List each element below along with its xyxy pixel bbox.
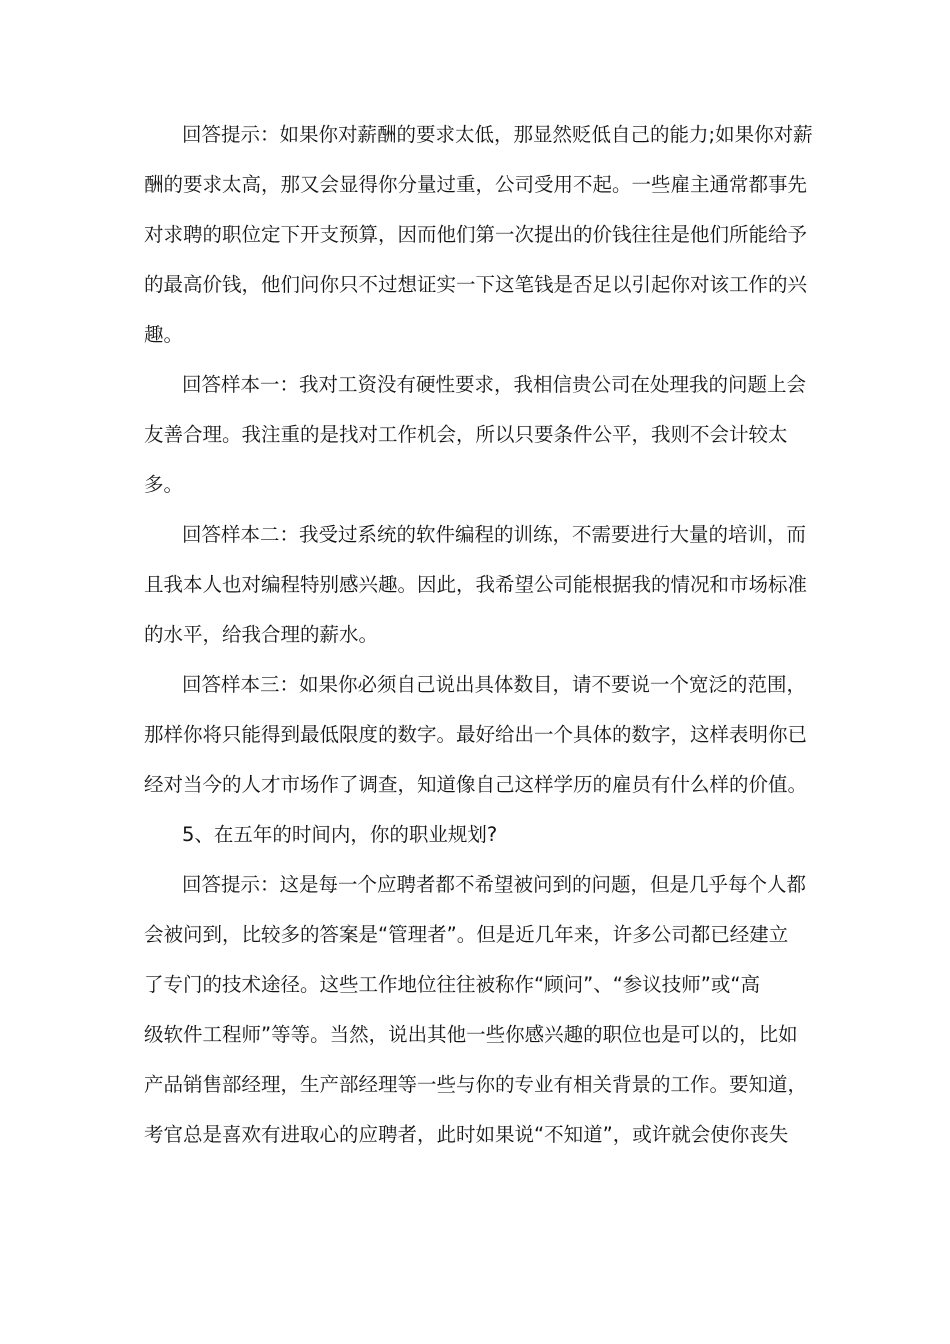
paragraph-line: 回答样本二：我受过系统的软件编程的训练，不需要进行大量的培训，而: [182, 523, 807, 546]
paragraph-line: 对求聘的职位定下开支预算，因而他们第一次提出的价钱往往是他们所能给予: [144, 223, 808, 246]
paragraph-line: 的最高价钱，他们问你只不过想证实一下这笔钱是否足以引起你对该工作的兴: [144, 273, 808, 296]
paragraph-line: 多。: [144, 473, 184, 496]
paragraph-line: 酬的要求太高，那又会显得你分量过重，公司受用不起。一些雇主通常都事先: [144, 173, 808, 196]
paragraph-line: 的水平，给我合理的薪水。: [144, 623, 379, 646]
paragraph-line: 回答提示：如果你对薪酬的要求太低，那显然贬低自己的能力;如果你对薪: [182, 123, 813, 146]
paragraph-line: 产品销售部经理，生产部经理等一些与你的专业有相关背景的工作。要知道，: [144, 1073, 808, 1096]
section-heading: 5、在五年的时间内，你的职业规划?: [182, 823, 498, 846]
paragraph-line: 经对当今的人才市场作了调查，知道像自己这样学历的雇员有什么样的价值。: [144, 773, 808, 796]
paragraph-line: 回答样本一：我对工资没有硬性要求，我相信贵公司在处理我的问题上会: [182, 373, 807, 396]
paragraph-line: 了专门的技术途径。这些工作地位往往被称作“顾问”、“参议技师”或“高: [144, 973, 761, 996]
paragraph-line: 考官总是喜欢有进取心的应聘者，此时如果说“不知道”，或许就会使你丧失: [144, 1123, 789, 1146]
paragraph-line: 且我本人也对编程特别感兴趣。因此，我希望公司能根据我的情况和市场标准: [144, 573, 808, 596]
paragraph-line: 会被问到，比较多的答案是“管理者”。但是近几年来，许多公司都已经建立: [144, 923, 789, 946]
paragraph-line: 趣。: [144, 323, 184, 346]
paragraph-line: 那样你将只能得到最低限度的数字。最好给出一个具体的数字，这样表明你已: [144, 723, 808, 746]
paragraph-line: 友善合理。我注重的是找对工作机会，所以只要条件公平，我则不会计较太: [144, 423, 788, 446]
paragraph-line: 级软件工程师”等等。当然，说出其他一些你感兴趣的职位也是可以的，比如: [144, 1023, 798, 1046]
paragraph-line: 回答提示：这是每一个应聘者都不希望被问到的问题，但是几乎每个人都: [182, 873, 807, 896]
paragraph-line: 回答样本三：如果你必须自己说出具体数目，请不要说一个宽泛的范围，: [182, 673, 807, 696]
